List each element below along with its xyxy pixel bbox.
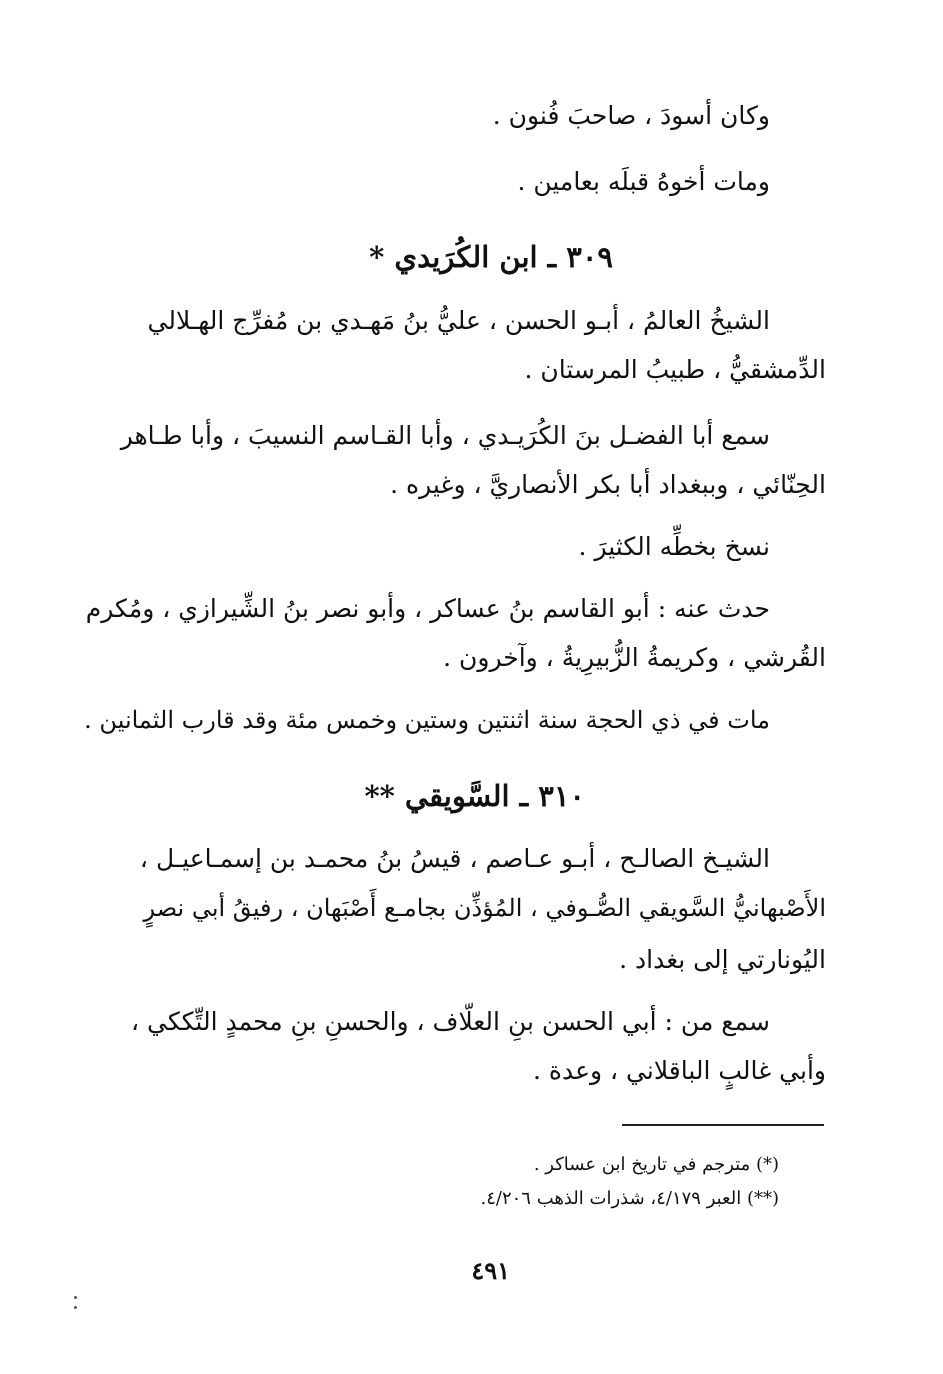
text-line: سمع أبا الفضـل بنَ الكُرَيـدي ، وأبا القـاسم النسيبَ ، وأبا طـاهر: [120, 421, 770, 450]
text-line: مات في ذي الحجة سنة اثنتين وستين وخمس مئة وقد قارب الثمانين .: [84, 706, 770, 734]
text-line: اليُونارتي إلى بغداد .: [619, 945, 826, 974]
text-line: الأَصْبهانيُّ السَّويقي الصُّـوفي ، المُؤذِّن بجامـع أَصْبَهان ، رفيقُ أبي نصرٍ: [143, 894, 826, 922]
text-line: الشيـخ الصالـح ، أبـو عـاصم ، قيسُ بنُ محمـد بن إسمـاعيـل ،: [139, 844, 770, 873]
text-line: الشيخُ العالمُ ، أبـو الحسن ، عليُّ بنُ مَهـدي بن مُفرِّج الهـلالي: [147, 306, 770, 335]
entry-heading-310: ٣١٠ ـ السَّويقي **: [364, 779, 585, 813]
text-line: حدث عنه : أبو القاسم بنُ عساكر ، وأبو نصر بنُ الشِّيرازي ، ومُكرم: [85, 594, 770, 623]
text-line: سمع من : أبي الحسن بنِ العلّاف ، والحسنِ بنِ محمدٍ التِّككي ،: [130, 1007, 770, 1036]
footnote: (*) مترجم في تاريخ ابن عساكر .: [533, 1154, 779, 1175]
scan-speck: [74, 1296, 77, 1299]
text-line: نسخ بخطِّه الكثيرَ .: [578, 532, 770, 561]
text-line: ومات أخوهُ قبلَه بعامين .: [517, 167, 770, 196]
text-line: القُرشي ، وكريمةُ الزُّبيرِيةُ ، وآخرون .: [443, 643, 826, 672]
text-line: الحِنّائي ، وببغداد أبا بكر الأنصاريَّ ، وغيره .: [390, 470, 826, 499]
page-number: ٤٩١: [471, 1256, 510, 1285]
footnote-separator: [622, 1124, 824, 1126]
scan-speck: [74, 1306, 77, 1309]
entry-heading-309: ٣٠٩ ـ ابن الكُرَيدي *: [369, 240, 613, 274]
text-line: الدِّمشقيُّ ، طبيبُ المرستان .: [524, 355, 826, 384]
text-line: وأبي غالبٍ الباقلاني ، وعدة .: [532, 1056, 826, 1085]
footnote: (**) العبر ٤/١٧٩، شذرات الذهب ٤/٢٠٦.: [480, 1188, 779, 1209]
text-line: وكان أسودَ ، صاحبَ فُنون .: [492, 101, 770, 130]
